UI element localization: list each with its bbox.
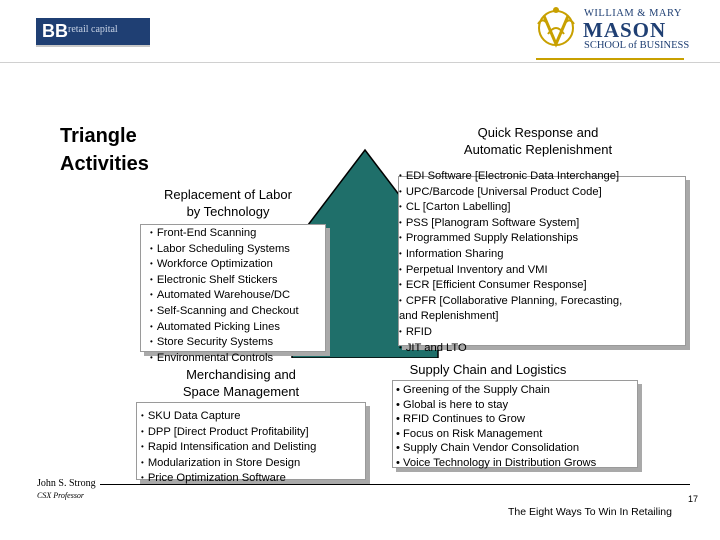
list-item: • Environmental Controls	[150, 351, 325, 367]
list-item-continuation: and Replenishment]	[399, 310, 499, 323]
merch-box	[136, 402, 366, 485]
list-item: • Supply Chain Vendor Consolidation	[396, 442, 580, 455]
list-item: • PSS [Planogram Software System]	[399, 216, 685, 232]
list-item: • Global is here to stay	[396, 398, 509, 411]
retail-capital-logo	[36, 18, 150, 45]
footer-divider	[100, 484, 690, 485]
slide-title	[60, 122, 149, 178]
school-rule	[536, 58, 684, 60]
supply-list	[396, 383, 637, 471]
footer-tagline: The Eight Ways To Win In Retailing	[508, 506, 672, 518]
quick-response-box	[398, 170, 686, 354]
list-item: • Store Security Systems	[150, 335, 325, 351]
author-name: John S. Strong	[37, 478, 96, 489]
list-item: • Electronic Shelf Stickers	[150, 273, 325, 289]
list-item: • EDI Software [Electronic Data Interchange]	[399, 169, 685, 185]
header-divider	[0, 62, 720, 63]
labor-heading	[148, 186, 308, 220]
list-item: • RFID Continues to Grow	[396, 413, 525, 426]
title-line1: Triangle	[60, 125, 137, 147]
merch-heading-line1: Merchandising and	[186, 367, 296, 382]
crest-icon	[534, 4, 578, 52]
list-item: • Focus on Risk Management	[396, 427, 543, 440]
school-name-line1: WILLIAM & MARY	[584, 8, 682, 19]
list-item: • DPP [Direct Product Profitability]	[141, 425, 365, 441]
list-item: • CPFR [Collaborative Planning, Forecasting,	[399, 294, 685, 310]
labor-heading-line1: Replacement of Labor	[164, 187, 292, 202]
page-number: 17	[688, 494, 699, 504]
logo-text: retail capital	[68, 24, 118, 35]
list-item: • Workforce Optimization	[150, 257, 325, 273]
merch-heading	[166, 366, 316, 400]
author-role: CSX Professor	[37, 491, 85, 500]
quick-response-heading-line2: Automatic Replenishment	[463, 142, 613, 157]
school-name-line2: MASON	[583, 18, 667, 42]
list-item: • Automated Picking Lines	[150, 320, 325, 336]
list-item: • Price Optimization Software	[141, 471, 365, 487]
list-item: • Perpetual Inventory and VMI	[399, 263, 685, 279]
list-item: • JIT and LTO	[399, 341, 685, 357]
logo-mark: BB	[42, 21, 68, 41]
list-item: • Front-End Scanning	[150, 226, 325, 242]
merch-list	[141, 409, 365, 487]
supply-heading: Supply Chain and Logistics	[409, 362, 567, 377]
list-item: • Automated Warehouse/DC	[150, 288, 325, 304]
list-item: • Modularization in Store Design	[141, 456, 365, 472]
list-item: • Programmed Supply Relationships	[399, 231, 685, 247]
list-item: • UPC/Barcode [Universal Product Code]	[399, 185, 685, 201]
list-item: • ECR [Efficient Consumer Response]	[399, 278, 685, 294]
list-item: • SKU Data Capture	[141, 409, 365, 425]
labor-list	[150, 226, 325, 366]
list-item: • Information Sharing	[399, 247, 685, 263]
quick-response-heading-line1: Quick Response and	[477, 125, 599, 140]
quick-response-list	[399, 169, 685, 356]
school-name-line3: SCHOOL of BUSINESS	[584, 40, 690, 51]
list-item: • Greening of the Supply Chain	[396, 384, 550, 396]
list-item: • CL [Carton Labelling]	[399, 200, 685, 216]
list-item: • Rapid Intensification and Delisting	[141, 440, 365, 456]
merch-heading-line2: Space Management	[182, 384, 300, 399]
title-line2: Activities	[60, 153, 149, 175]
labor-heading-line2: by Technology	[186, 204, 270, 219]
labor-box	[140, 224, 326, 364]
list-item: • Voice Technology in Distribution Grows	[396, 456, 597, 469]
list-item: • RFID	[399, 325, 685, 341]
list-item: • Self-Scanning and Checkout	[150, 304, 325, 320]
logo-underline	[36, 45, 150, 47]
quick-response-heading	[440, 124, 636, 158]
list-item: • Labor Scheduling Systems	[150, 242, 325, 258]
supply-box	[392, 380, 638, 468]
